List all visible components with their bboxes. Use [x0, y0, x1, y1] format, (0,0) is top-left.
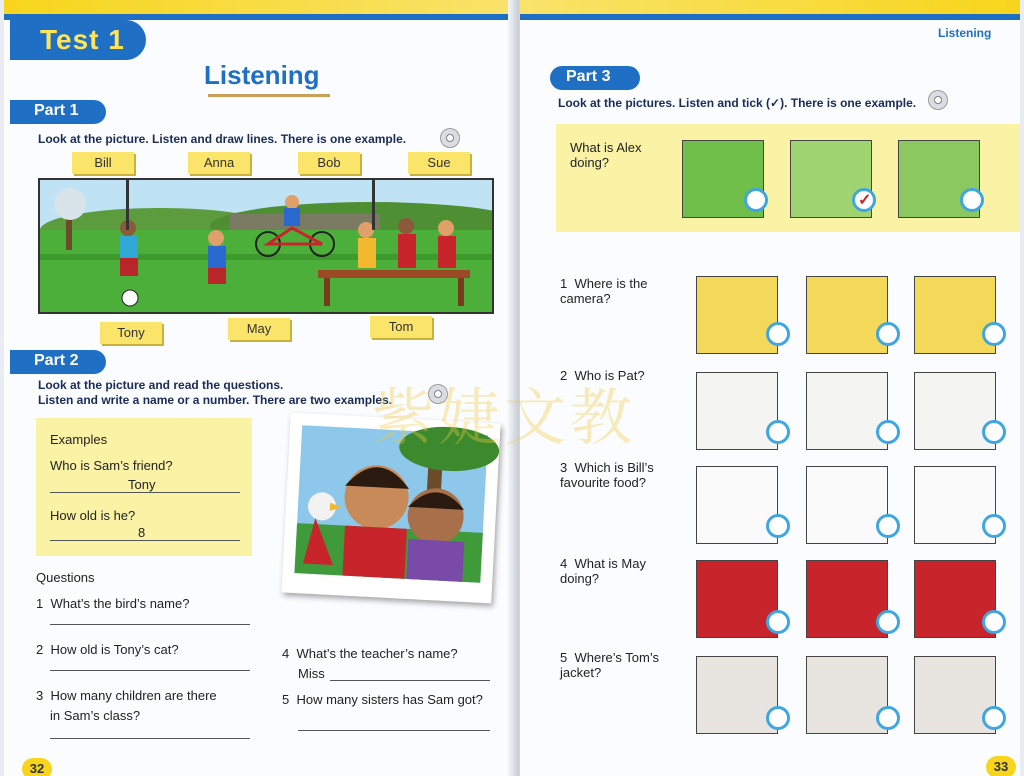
question-2: 2 Who is Pat?	[560, 368, 645, 383]
example-answer: Tony	[128, 477, 156, 492]
part2-tab	[10, 350, 106, 374]
answer-line-1[interactable]	[50, 624, 250, 625]
part1-tab	[10, 100, 106, 124]
tick-circle[interactable]	[876, 420, 900, 444]
name-tag: Bob	[298, 152, 360, 174]
question-3-line2: in Sam’s class?	[50, 708, 141, 723]
name-tag: Bill	[72, 152, 134, 174]
tick-circle[interactable]	[982, 706, 1006, 730]
tick-circle[interactable]	[960, 188, 984, 212]
q1-picture-b	[806, 276, 888, 354]
part2-label: Part 2	[34, 352, 79, 369]
name-tag: Tony	[100, 322, 162, 344]
question-4-prefix: Miss	[298, 666, 325, 681]
example-question: What is Alex doing?	[570, 140, 642, 170]
part3-instruction: Look at the pictures. Listen and tick (✓). There is one example.	[558, 96, 917, 110]
title-underline	[208, 94, 330, 97]
tick-circle[interactable]	[766, 420, 790, 444]
tick-circle[interactable]	[766, 610, 790, 634]
question-1: 1 Where is the camera?	[560, 276, 648, 306]
tick-circle[interactable]	[876, 706, 900, 730]
tick-circle[interactable]	[982, 514, 1006, 538]
part3-tab	[550, 66, 640, 90]
page-number: 33	[986, 756, 1016, 776]
part2-instruction-1: Look at the picture and read the questions.	[38, 378, 284, 392]
q4-picture-b	[806, 560, 888, 638]
tick-circle[interactable]	[876, 322, 900, 346]
name-tag: Anna	[188, 152, 250, 174]
tick-circle[interactable]	[876, 514, 900, 538]
tick-circle[interactable]	[982, 610, 1006, 634]
part3-label: Part 3	[566, 68, 611, 85]
section-header: Listening	[938, 26, 992, 40]
name-tag: May	[228, 318, 290, 340]
q1-picture-a	[696, 276, 778, 354]
q2-picture-a	[696, 372, 778, 450]
answer-line-2[interactable]	[50, 670, 250, 671]
name-tag: Sue	[408, 152, 470, 174]
tick-circle[interactable]	[744, 188, 768, 212]
q2-picture-b	[806, 372, 888, 450]
part1-label: Part 1	[34, 102, 79, 119]
top-bar	[520, 0, 1020, 20]
watermark: 紫婕文教	[372, 381, 637, 454]
name-tag: Tom	[370, 316, 432, 338]
answer-line-4[interactable]	[330, 680, 490, 681]
cd-icon	[928, 90, 948, 110]
example-question: Who is Sam’s friend?	[50, 458, 173, 473]
part2-instruction-2: Listen and write a name or a number. There are two examples.	[38, 393, 393, 407]
examples-heading: Examples	[50, 432, 108, 447]
tick-circle[interactable]	[982, 420, 1006, 444]
q5-picture-a	[696, 656, 778, 734]
question-4: 4 What’s the teacher’s name?	[282, 646, 458, 661]
tick-circle[interactable]	[982, 322, 1006, 346]
q4-picture-a	[696, 560, 778, 638]
answer-line	[50, 540, 240, 541]
answer-line	[50, 492, 240, 493]
question-3: 3 Which is Bill’s favourite food?	[560, 460, 654, 490]
page-number: 32	[22, 758, 52, 776]
part1-instruction: Look at the picture. Listen and draw lines. There is one example.	[38, 132, 407, 146]
test-label: Test 1	[40, 24, 125, 55]
question-2: 2 How old is Tony’s cat?	[36, 642, 179, 657]
park-illustration	[38, 178, 494, 314]
q5-picture-b	[806, 656, 888, 734]
example-answer: 8	[138, 525, 146, 540]
question-5: 5 How many sisters has Sam got?	[282, 692, 483, 707]
q3-picture-sausages	[806, 466, 888, 544]
question-5: 5 Where’s Tom’s jacket?	[560, 650, 660, 680]
q1-picture-c	[914, 276, 996, 354]
tick-circle[interactable]	[766, 514, 790, 538]
example-question: How old is he?	[50, 508, 136, 523]
questions-heading: Questions	[36, 570, 95, 585]
question-1: 1 What’s the bird’s name?	[36, 596, 190, 611]
answer-line-3[interactable]	[50, 738, 250, 739]
answer-line-5[interactable]	[298, 730, 490, 731]
question-3: 3 How many children are there	[36, 688, 217, 703]
top-bar	[4, 0, 516, 20]
cd-icon	[440, 128, 460, 148]
tick-circle[interactable]	[766, 706, 790, 730]
tick-icon: ✓	[858, 192, 872, 209]
q3-picture-chips	[696, 466, 778, 544]
tick-circle[interactable]	[766, 322, 790, 346]
page-title: Listening	[204, 60, 320, 90]
test-tab	[10, 20, 146, 60]
tick-circle[interactable]	[876, 610, 900, 634]
question-4: 4 What is May doing?	[560, 556, 646, 586]
